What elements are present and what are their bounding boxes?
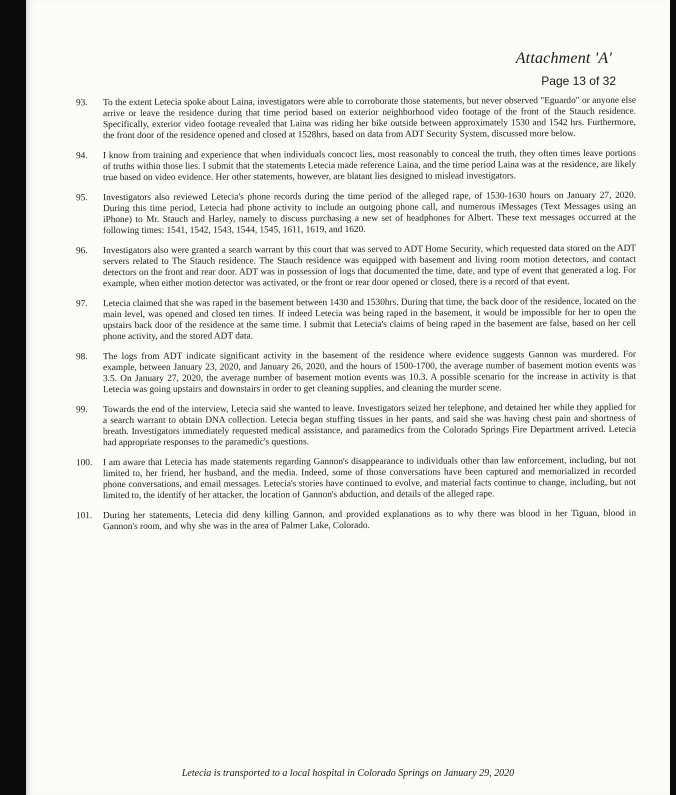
paragraph-text: Letecia claimed that she was raped in the basement between 1430 and 1530hrs. During that time, the back door of the residence, located on the main level, was opened and closed ten times. If indeed Letecia was being raped in the basement, it would be impossible for her to open the upstairs back door of the residence at the same time. I submit that Letecia's claims of being raped in the basement are false, based on her cell phone activity, and the stored ADT data. (103, 296, 636, 342)
paragraph-93 (76, 96, 636, 142)
photo-caption: Letecia is transported to a local hospital in Colorado Springs on January 29, 2020 (181, 768, 515, 779)
paragraph-99 (76, 403, 636, 449)
paragraph-96 (76, 244, 636, 290)
paragraph-101 (76, 509, 636, 533)
paragraph-text: The logs from ADT indicate significant activity in the basement of the residence where evidence suggests Gannon was murdered. For example, between January 23, 2020, and January 26, 2020, and the hours of 1500-1700, the average number of basement motion events was 3.5. On January 27, 2020, the average number of basement motion events was 10.3. A possible scenario for the increase in activity is that Letecia was going upstairs and downstairs in order to get cleaning supplies, and cleaning the murder scene. (103, 349, 636, 395)
document-page (26, 0, 670, 795)
page-number: Page 13 of 32 (541, 74, 616, 88)
paragraph-number: 101. (76, 511, 93, 522)
paragraph-text: Investigators also reviewed Letecia's phone records during the time period of the alleged rape, of 1530-1630 hours on January 27, 2020. During this time period, Letecia had phone activity to include an outgoing phone call, and numerous iMessages (Text Messages using an iPhone) to Mr. Stauch and Harley, namely to discuss purchasing a new set of headphones for Albert. These text messages occurred at the following times: 1541, 1542, 1543, 1544, 1545, 1611, 1619, and 1620. (103, 190, 636, 236)
paragraph-number: 96. (76, 246, 88, 257)
paragraph-number: 93. (76, 98, 88, 109)
paragraph-97 (76, 297, 636, 343)
paragraph-list (76, 97, 636, 541)
paragraph-text: Investigators also were granted a search warrant by this court that was served to ADT Home Security, which requested data stored on the ADT servers related to The Stauch residence. The Stauch residence was equipped with basement and living room motion detectors, and contact detectors on the front and rear door. ADT was in possession of logs that documented the time, date, and type of event that generated a log. For example, when either motion detector was activated, or the front or rear door opened or closed, there is a record of that event. (103, 243, 636, 289)
paragraph-number: 100. (76, 458, 93, 469)
paragraph-94 (76, 149, 636, 184)
paragraph-text: During her statements, Letecia did deny killing Gannon, and provided explanations as to why there was blood in her Tiguan, blood in Gannon's room, and why she was in the area of Palmer Lake, Colorado. (103, 508, 636, 533)
paragraph-text: I am aware that Letecia has made statements regarding Gannon's disappearance to individuals other than law enforcement, including, but not limited to, her friend, her husband, and the media. Indeed, some of those conversations have been captured and memorialized in recorded phone conversations, and email messages. Letecia's stories have continued to evolve, and material facts continue to change, including, but not limited to, the identify of her attacker, the location of Gannon's abduction, and details of the alleged rape. (103, 455, 636, 502)
paragraph-number: 94. (76, 151, 88, 162)
attachment-label: Attachment 'A' (515, 50, 612, 67)
paragraph-100 (76, 456, 636, 502)
paragraph-number: 95. (76, 193, 88, 204)
paragraph-text: To the extent Letecia spoke about Laina, investigators were able to corroborate those statements, but never observed "Eguardo" or anyone else arrive or leave the residence during that time period based on exterior neighborhood video footage of the front of the Stauch residence. Specifically, exterior video footage revealed that Laina was riding her bike outside between approximately 1530 and 1542 hrs. Furthermore, the front door of the residence opened and closed at 1528hrs, based on data from ADT Security System, discussed more below. (103, 95, 636, 141)
paragraph-text: I know from training and experience that when individuals concoct lies, most reasonably to conceal the truth, they often times leave portions of truths within those lies. I submit that the statements Letecia made reference Laina, and the time period Laina was at the residence, are likely true based on video evidence. Her other statements, however, are blatant lies designed to mislead investigators. (103, 148, 636, 183)
paragraph-95 (76, 191, 636, 237)
paragraph-text: Towards the end of the interview, Letecia said she wanted to leave. Investigators seized her telephone, and detained her while they applied for a search warrant to obtain DNA collection. Letecia began stuffing tissues in her pants, and said she was having chest pain and shortness of breath. Investigators immediately requested medical assistance, and paramedics from the Colorado Springs Fire Department arrived. Letecia had appropriate responses to the paramedic's questions. (103, 402, 636, 449)
paragraph-number: 99. (76, 405, 88, 416)
paragraph-number: 98. (76, 352, 88, 363)
paragraph-98 (76, 350, 636, 396)
paragraph-number: 97. (76, 299, 88, 310)
